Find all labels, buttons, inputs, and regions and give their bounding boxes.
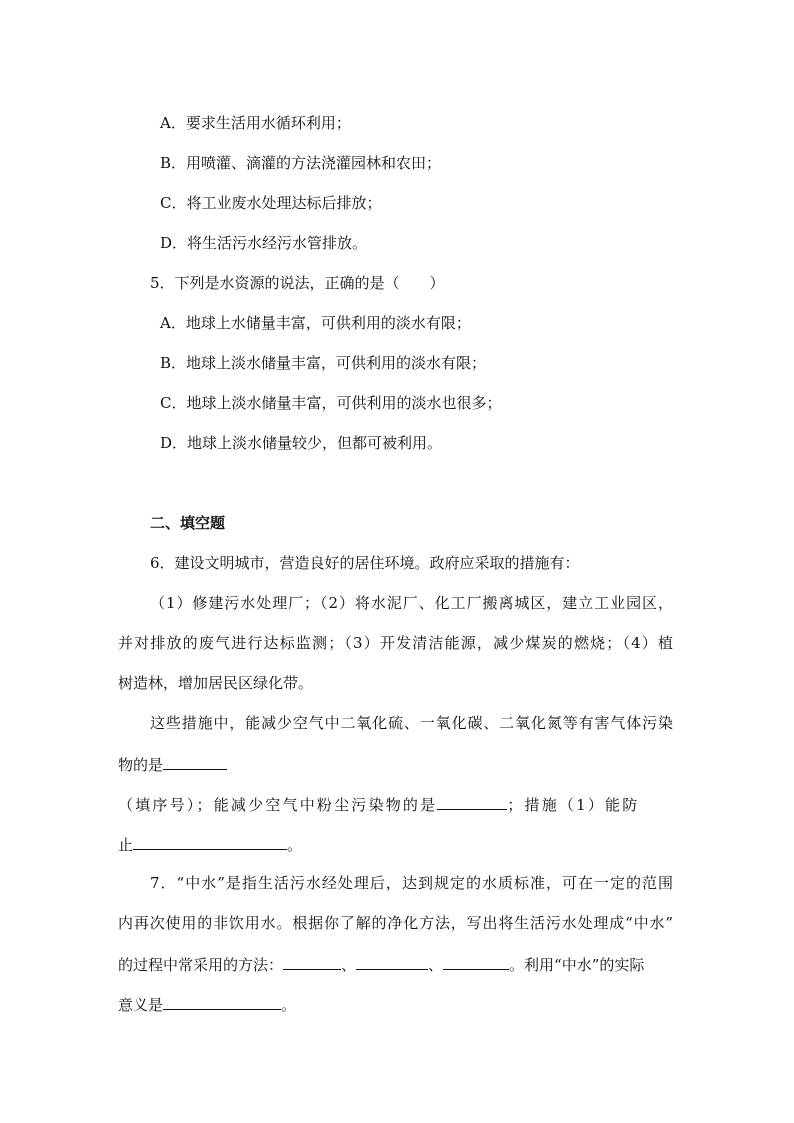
- q6-stem: 6．建设文明城市，营造良好的居住环境。政府应采取的措施有：: [150, 554, 580, 572]
- q7-blank-method2[interactable]: [356, 953, 428, 970]
- q4-option-a: A．要求生活用水循环利用；: [160, 114, 351, 132]
- q7-line3: [118, 953, 644, 975]
- q7-line4: [118, 993, 296, 1015]
- q6-fill-line: [118, 793, 639, 815]
- q6-blank-dust[interactable]: [437, 793, 507, 810]
- q6-blank-gases[interactable]: [163, 753, 227, 770]
- q6-measures-line3: 树造林，增加居民区绿化带。: [118, 674, 314, 692]
- q7-line3-text: 的过程中常采用的方法：: [118, 956, 284, 974]
- q5-option-c: C．地球上淡水储量丰富，可供利用的淡水也很多；: [160, 394, 502, 412]
- q7-sep1: 、: [341, 956, 357, 974]
- q5-option-b: B．地球上淡水储量丰富，可供利用的淡水有限；: [160, 354, 487, 372]
- q6-sentence-line1: 这些措施中，能减少空气中二氧化硫、一氧化碳、二氧化氮等有害气体污染: [150, 714, 673, 732]
- q7-line1: 7．“中水”是指生活污水经处理后，达到规定的水质标准，可在一定的范围: [150, 874, 673, 892]
- q5-option-a: A．地球上水储量丰富，可供利用的淡水有限；: [160, 314, 471, 332]
- q6-fill-text-b: ；措施（1）能防: [507, 796, 640, 814]
- q6-sentence-text: 物的是: [118, 756, 164, 774]
- q7-line4-text: 意义是: [118, 996, 164, 1014]
- q7-sep2: 、: [428, 956, 444, 974]
- q6-measures-line1: （1）修建污水处理厂；（2）将水泥厂、化工厂搬离城区，建立工业园区，: [150, 594, 673, 612]
- q6-fill-line2: [118, 833, 302, 855]
- q7-line4-end: 。: [281, 996, 297, 1014]
- q6-fill-text-a: （填序号）；能减少空气中粉尘污染物的是: [118, 796, 438, 814]
- q6-measures-line2: 并对排放的废气进行达标监测；（3）开发清洁能源，减少煤炭的燃烧；（4）植: [118, 634, 673, 652]
- q7-line2: 内再次使用的非饮用水。根据你了解的净化方法，写出将生活污水处理成“中水”: [118, 914, 673, 932]
- q7-blank-method3[interactable]: [443, 953, 509, 970]
- q5-option-d: D．地球上淡水储量较少，但都可被利用。: [160, 434, 443, 452]
- q6-fill-end: 。: [287, 836, 303, 854]
- q7-line3-tail: 。利用“中水”的实际: [509, 956, 645, 974]
- q6-fill-text-c: 止: [118, 836, 134, 854]
- q5-stem: 5．下列是水资源的说法，正确的是（ ）: [150, 274, 445, 292]
- q4-option-d: D．将生活污水经污水管排放。: [160, 234, 368, 252]
- q7-blank-significance[interactable]: [163, 993, 281, 1010]
- q6-sentence-line2: [118, 753, 227, 775]
- q7-blank-method1[interactable]: [283, 953, 341, 970]
- q6-blank-measure1[interactable]: [133, 833, 287, 850]
- section-title: 二、填空题: [150, 514, 226, 532]
- q4-option-b: B．用喷灌、滴灌的方法浇灌园林和农田；: [160, 154, 442, 172]
- q4-option-c: C．将工业废水处理达标后排放；: [160, 194, 382, 212]
